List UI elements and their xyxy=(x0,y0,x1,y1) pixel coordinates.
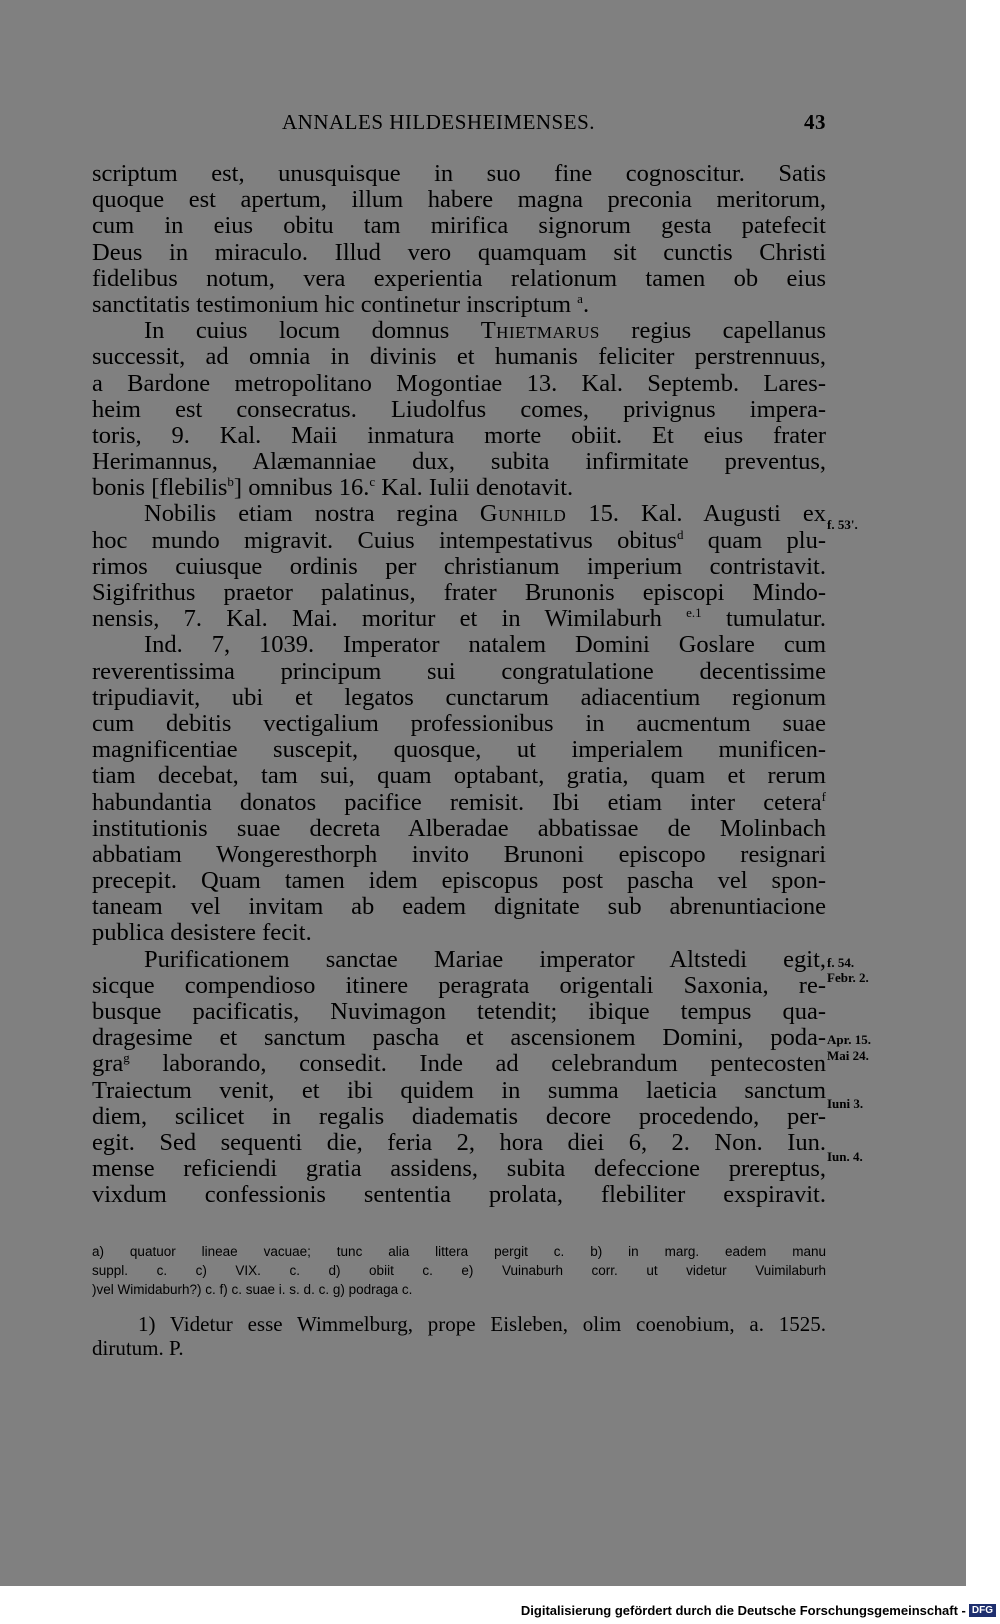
margin-note-date: Apr. 15. xyxy=(827,1032,871,1047)
note-line: )vel Wimidaburh?) c. f) c. suae i. s. d. c. g) podraga c. xyxy=(92,1282,413,1297)
text-line: successit, ad omnia in divinis et humanis feliciter perstrennuus, xyxy=(92,343,826,371)
margin-note-date: Iuni 3. xyxy=(827,1096,864,1111)
text-line: rimos cuiusque ordinis per christianum imperium contristavit. xyxy=(92,552,826,580)
text-line: a Bardone metropolitano Mogontiae 13. Kal. Septemb. Lares- xyxy=(92,369,826,397)
note-line: suppl. c. c) VIX. c. d) obiit c. e) Vuinaburh corr. ut videtur Vuimilaburh xyxy=(92,1263,826,1278)
name-gunhild: Gunhild xyxy=(479,500,567,528)
footnote xyxy=(92,1312,826,1360)
note-ref: e.1 xyxy=(686,605,702,621)
text-line: busque pacificatis, Nuvimagon tetendit; ibique tempus qua- xyxy=(92,998,826,1025)
text-line: scriptum est, unusquisque in suo fine cognoscitur. Satis xyxy=(92,160,826,187)
text-line: magnificentiae suscepit, quosque, ut imperialem munificen- xyxy=(92,736,826,764)
text-line: reverentissima principum sui congratulatione decentissime xyxy=(92,657,826,685)
text-line: cum in eius obitu tam mirifica signorum gesta patefecit xyxy=(92,212,826,240)
text-line: Nobilis etiam nostra regina Gunhild 15. Kal. Augusti ex xyxy=(144,500,826,528)
dfg-logo: DFG xyxy=(969,1604,996,1617)
note-ref: a xyxy=(577,290,583,306)
text-line: precepit. Quam tamen idem episcopus post pascha vel spon- xyxy=(92,867,826,895)
text-line: gra$^g$ laborando, consedit. Inde ad celebrandum pentecosten xyxy=(92,1050,827,1078)
name-thietmarus: Thietmarus xyxy=(480,317,600,345)
text-line: vixdum confessionis sententia prolata, flebiliter exspiravit. xyxy=(92,1181,826,1209)
note-ref: c xyxy=(369,474,376,490)
text-line: egit. Sed sequenti die, feria 2, hora diei 6, 2. Non. Iun. xyxy=(92,1128,826,1156)
margin-note-date: Iun. 4. xyxy=(827,1149,863,1164)
footnote-line: 1) Videtur esse Wimmelburg, prope Eisleben, olim coenobium, a. 1525. xyxy=(138,1312,826,1336)
text-line: Traiectum venit, et ibi quidem in summa laeticia sanctum xyxy=(92,1076,826,1104)
page-number: 43 xyxy=(804,110,826,134)
text-line: nensis, 7. Kal. Mai. moritur et in Wimilaburh $^{e.1}$ tumulatur. xyxy=(92,605,826,633)
text-line: quoque est apertum, illum habere magna preconia meritorum, xyxy=(92,186,826,214)
text-line: dragesime et sanctum pascha et ascensionem Domini, poda- xyxy=(92,1024,826,1052)
digitization-credit xyxy=(521,1603,996,1618)
text-line: taneam vel invitam ab eadem dignitate sub abrenuntiacione xyxy=(92,893,826,921)
text-line: tripudiavit, ubi et legatos cunctarum adiacentium regionum xyxy=(92,683,826,711)
text-line: In cuius locum domnus Thietmarus regius capellanus xyxy=(144,317,826,345)
note-line: a) quatuor lineae vacuae; tunc alia littera pergit c. b) in marg. eadem manu xyxy=(92,1244,826,1259)
textual-notes xyxy=(92,1242,826,1299)
text-line: hoc mundo migravit. Cuius intempestativus obitus$^d$ quam plu- xyxy=(92,526,827,554)
text-line: diem, scilicet in regalis diadematis decore procedendo, per- xyxy=(92,1102,826,1130)
margin-note-date: Mai 24. xyxy=(827,1048,869,1063)
text-line: Ind. 7, 1039. Imperator natalem Domini Goslare cum xyxy=(144,631,826,659)
text-line: cum debitis vectigalium professionibus in aucmentum suae xyxy=(92,709,826,737)
text-line: habundantia donatos pacifice remisit. Ibi etiam inter cetera$^f$ xyxy=(92,788,826,816)
margin-note-date: Febr. 2. xyxy=(827,970,869,985)
text-line: institutionis suae decreta Alberadae abbatissae de Molinbach xyxy=(92,814,826,842)
text-line: fidelibus notum, vera experientia relationum tamen ob eius xyxy=(92,264,826,292)
note-ref: d xyxy=(676,526,684,542)
text-line: abbatiam Wongeresthorph invito Brunoni episcopo resignari xyxy=(92,840,826,868)
text-line: heim est consecratus. Liudolfus comes, privignus impera- xyxy=(92,395,826,423)
note-ref: b xyxy=(227,474,234,490)
margin-note-folio: f. 53'. xyxy=(827,517,858,532)
credit-text: Digitalisierung gefördert durch die Deutsche Forschungsgemeinschaft - xyxy=(520,1603,966,1618)
main-text xyxy=(92,161,826,1209)
note-ref: f xyxy=(821,788,826,804)
margin-note-folio: f. 54. xyxy=(827,955,855,970)
text-line: Deus in miraculo. Illud vero quamquam sit cunctis Christi xyxy=(92,238,826,266)
note-ref: g xyxy=(123,1050,130,1066)
text-line: sicque compendioso itinere peragrata origentali Saxonia, re- xyxy=(92,971,826,999)
footnote-line: dirutum. P. xyxy=(92,1336,184,1360)
text-line: mense reficiendi gratia assidens, subita defeccione prereptus, xyxy=(92,1155,826,1183)
text-line: Purificationem sanctae Mariae imperator Altstedi egit, xyxy=(144,945,826,973)
text-line: toris, 9. Kal. Maii inmatura morte obiit. Et eius frater xyxy=(92,421,826,449)
text-line: sanctitatis testimonium hic continetur inscriptum $^a$. xyxy=(92,290,590,318)
running-title: ANNALES HILDESHEIMENSES. xyxy=(282,110,595,134)
text-line: publica desistere fecit. xyxy=(92,919,312,947)
text-line: Sigifrithus praetor palatinus, frater Brunonis episcopi Mindo- xyxy=(92,579,826,606)
text-line: Herimannus, Alæmanniae dux, subita infirmitate preventus, xyxy=(92,448,826,476)
text-line: tiam decebat, tam sui, quam optabant, gratia, quam et rerum xyxy=(92,762,826,790)
text-line: bonis [flebilis$^b$] omnibus 16.$^c$ Kal. Iulii denotavit. xyxy=(92,474,574,502)
